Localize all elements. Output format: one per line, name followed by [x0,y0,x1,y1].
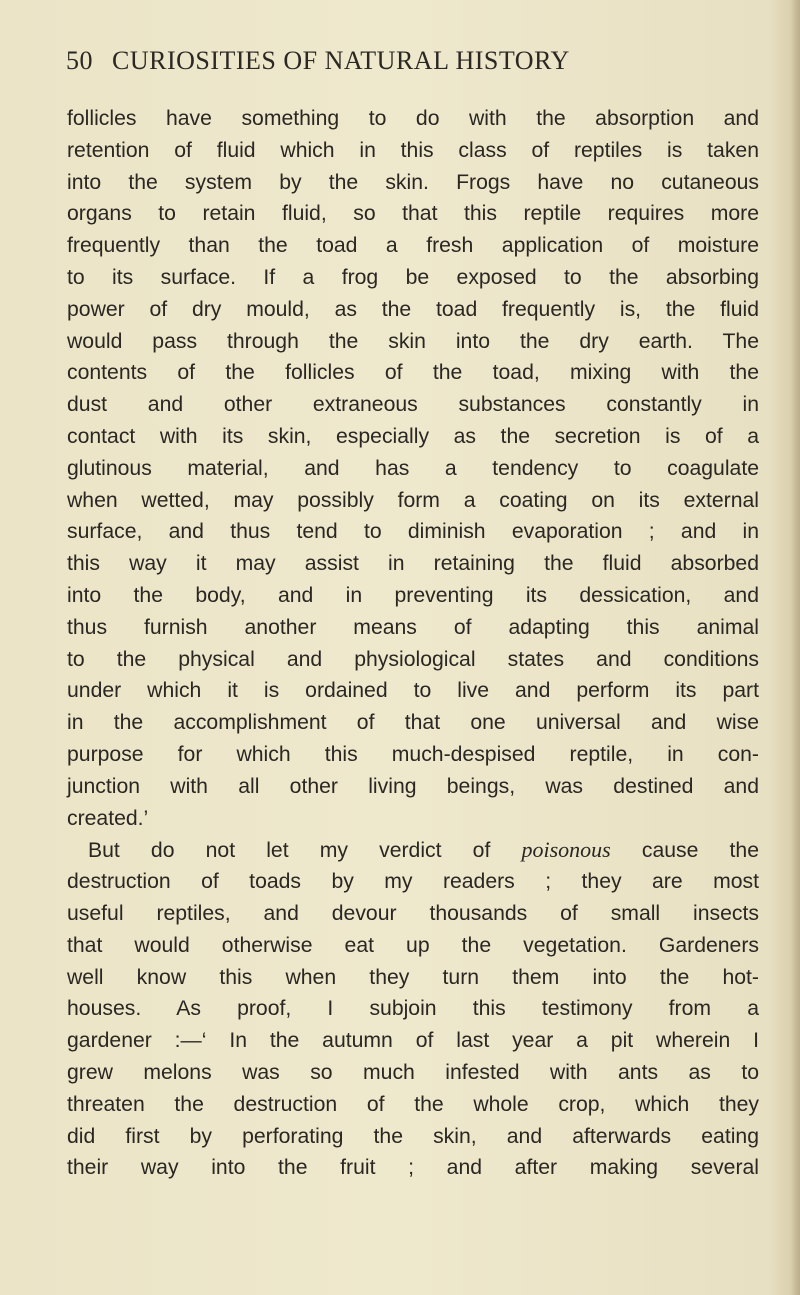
paragraph-end-line: created.’ [67,806,149,830]
text-line: to the physical and physiological states and conditions [67,647,759,671]
text-line: houses. As proof, I subjoin this testimony from a [67,997,759,1021]
italic-emphasis: poisonous [521,837,611,863]
text-line: destruction of toads by my readers ; they are most [67,870,759,894]
text-line: contact with its skin, especially as the secretion is of a [67,424,759,448]
text-line: their way into the fruit ; and after making several [67,1156,759,1180]
running-title: CURIOSITIES OF NATURAL HISTORY [112,46,570,75]
paragraph-start-line [67,834,759,866]
text-line: threaten the destruction of the whole crop, which they [67,1092,759,1116]
text-line: useful reptiles, and devour thousands of small insects [67,901,759,925]
text-line: frequently than the toad a fresh application of moisture [67,234,759,258]
text-line: into the body, and in preventing its dessication, and [67,583,759,607]
text-line: well know this when they turn them into the hot- [67,965,759,989]
text-line: would pass through the skin into the dry earth. The [67,329,759,353]
page-number: 50 [66,46,93,75]
text-fragment: cause the [641,839,759,863]
body-text [67,103,759,1184]
text-line: grew melons was so much infested with ants as to [67,1060,759,1084]
text-line: to its surface. If a frog be exposed to the absorbing [67,265,759,289]
text-line: follicles have something to do with the absorption and [67,107,759,130]
text-line: organs to retain fluid, so that this reptile requires more [67,202,759,226]
text-line: power of dry mould, as the toad frequently is, the fluid [67,297,759,321]
text-line: in the accomplishment of that one universal and wise [67,711,759,735]
text-line: into the system by the skin. Frogs have no cutaneous [67,170,759,194]
text-fragment: But do not let my verdict of [88,839,491,863]
text-line: did first by perforating the skin, and afterwards eating [67,1124,759,1148]
text-line: purpose for which this much-despised reptile, in con- [67,742,759,766]
page-edge-shadow [790,0,800,1295]
running-header [66,46,766,76]
text-line: retention of fluid which in this class of reptiles is taken [67,138,759,162]
text-line: thus furnish another means of adapting this animal [67,615,759,639]
text-line: when wetted, may possibly form a coating on its external [67,488,759,512]
text-line: contents of the follicles of the toad, mixing with the [67,361,759,385]
text-line: dust and other extraneous substances constantly in [67,393,759,417]
text-line: surface, and thus tend to diminish evaporation ; and in [67,520,759,544]
text-line: junction with all other living beings, was destined and [67,774,759,798]
text-line: glutinous material, and has a tendency to coagulate [67,456,759,480]
text-line: this way it may assist in retaining the fluid absorbed [67,552,759,576]
text-line: that would otherwise eat up the vegetation. Gardeners [67,933,759,957]
text-line: gardener :—‘ In the autumn of last year a pit wherein I [67,1029,759,1053]
text-line: under which it is ordained to live and perform its part [67,679,759,703]
